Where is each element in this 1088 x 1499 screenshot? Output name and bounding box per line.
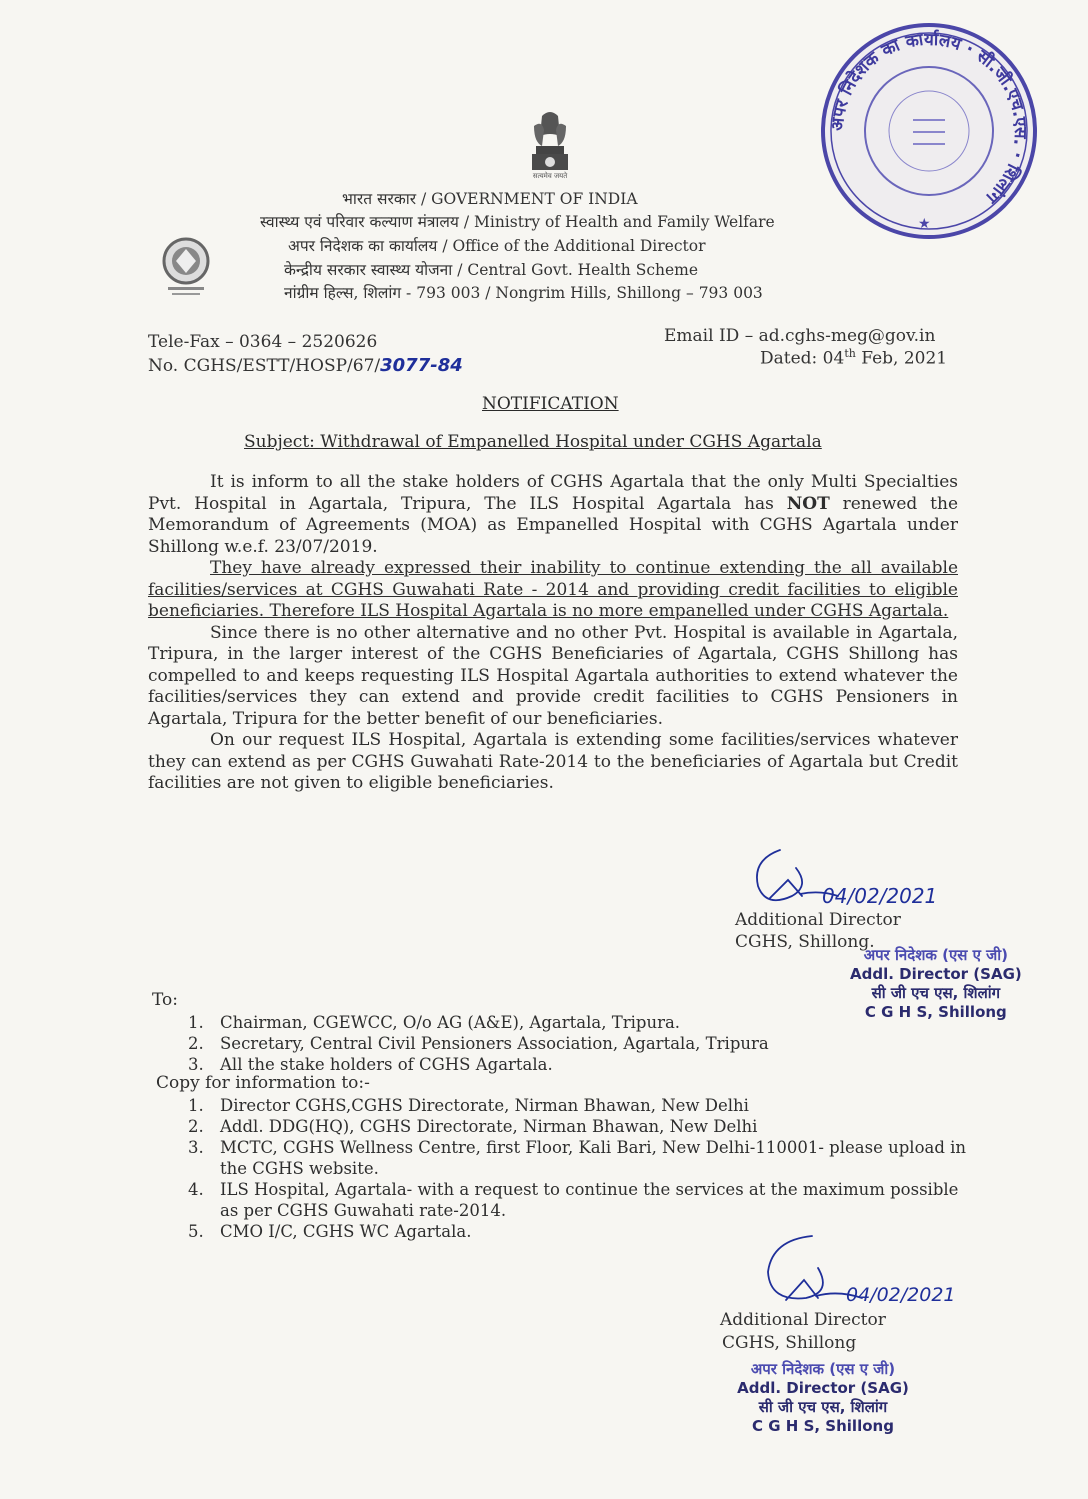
signature-1-designation: Additional Director	[735, 910, 901, 930]
paragraph-1-text-a: It is inform to all the stake holders of CGHS Agartala that the only Multi Specialties Pvt. Hospital in Agartala, Tripura, The ILS Hospital Agartala has	[148, 472, 958, 514]
signature-1-office: CGHS, Shillong.	[735, 932, 875, 952]
signature-2-designation: Additional Director	[720, 1310, 886, 1330]
copy-label: Copy for information to:-	[156, 1073, 370, 1093]
notification-title: NOTIFICATION	[482, 394, 619, 414]
cghs-logo	[158, 235, 214, 301]
copy-item-text: MCTC, CGHS Wellness Centre, first Floor, Kali Bari, New Delhi-110001- please upload in the CGHS website.	[220, 1138, 967, 1178]
copy-item-text: Director CGHS,CGHS Directorate, Nirman Bhawan, New Delhi	[220, 1096, 749, 1115]
signature-2-date: 04/02/2021	[846, 1284, 956, 1306]
header-line-ministry: स्वास्थ्य एवं परिवार कल्याण मंत्रालय / Ministry of Health and Family Welfare	[260, 213, 775, 231]
file-number-handwritten: 3077-84	[380, 355, 463, 376]
paragraph-4: On our request ILS Hospital, Agartala is extending some facilities/services whatever they can extend as per CGHS Guwahati Rate-2014 to the beneficiaries of Agartala but Credit facilities are not given to eligible beneficiaries.	[148, 730, 958, 793]
to-item-text: All the stake holders of CGHS Agartala.	[220, 1055, 553, 1074]
paragraph-1-not: NOT	[786, 493, 830, 514]
header-line-government: भारत सरकार / GOVERNMENT OF INDIA	[342, 190, 638, 208]
stamp-2-hindi-office: सी जी एच एस, शिलांग	[758, 1398, 888, 1416]
paragraph-2: They have already expressed their inability to continue extending the all available facilities/services at CGHS Guwahati Rate - 2014 and providing credit facilities to eligible beneficiaries. Therefore ILS Hospital Agartala is no more empanelled under CGHS Agartala.	[148, 558, 958, 621]
stamp-2-hindi-title: अपर निदेशक (एस ए जी)	[750, 1360, 896, 1378]
header-line-address: नांग्रीम हिल्स, शिलांग - 793 003 / Nongrim Hills, Shillong – 793 003	[284, 284, 763, 302]
office-seal	[818, 20, 1040, 242]
signature-1-date: 04/02/2021	[822, 884, 938, 908]
stamp-1-title: Addl. Director (SAG)	[850, 965, 1022, 983]
signature-2-office: CGHS, Shillong	[722, 1333, 857, 1353]
signature-2-stamp	[718, 1360, 928, 1436]
stamp-1-hindi-office: सी जी एच एस, शिलांग	[871, 984, 1001, 1002]
copy-list	[188, 1095, 968, 1242]
stamp-2-title: Addl. Director (SAG)	[737, 1379, 909, 1397]
subject-line: Subject: Withdrawal of Empanelled Hospital under CGHS Agartala	[244, 432, 822, 452]
copy-item: 4. ILS Hospital, Agartala- with a request to continue the services at the maximum possible as per CGHS Guwahati rate-2014.	[188, 1180, 959, 1220]
to-label: To:	[152, 990, 178, 1010]
to-list	[188, 1012, 808, 1075]
copy-item: 2. Addl. DDG(HQ), CGHS Directorate, Nirman Bhawan, New Delhi	[188, 1117, 758, 1136]
copy-item-text: ILS Hospital, Agartala- with a request to continue the services at the maximum possible as per CGHS Guwahati rate-2014.	[220, 1180, 959, 1220]
copy-item-text: CMO I/C, CGHS WC Agartala.	[220, 1222, 472, 1241]
to-item-text: Secretary, Central Civil Pensioners Association, Agartala, Tripura	[220, 1034, 769, 1053]
stamp-1-office: C G H S, Shillong	[864, 1003, 1007, 1021]
to-item: 2. Secretary, Central Civil Pensioners Association, Agartala, Tripura	[188, 1034, 769, 1053]
dated	[760, 347, 947, 369]
telefax: Tele-Fax – 0364 – 2520626	[148, 332, 378, 352]
stamp-1-hindi-title: अपर निदेशक (एस ए जी)	[863, 946, 1009, 964]
header-line-office: अपर निदेशक का कार्यालय / Office of the Additional Director	[288, 237, 706, 255]
svg-text:★: ★	[918, 216, 931, 232]
emblem-motto: सत्यमेव जयते	[532, 172, 568, 180]
copy-item: 5. CMO I/C, CGHS WC Agartala.	[188, 1222, 472, 1241]
dated-suffix: Feb, 2021	[855, 348, 948, 369]
file-number-prefix: No. CGHS/ESTT/HOSP/67/	[148, 356, 381, 376]
signature-1-stamp	[850, 946, 1022, 1022]
notification-body	[148, 472, 958, 795]
copy-item: 1. Director CGHS,CGHS Directorate, Nirman Bhawan, New Delhi	[188, 1096, 749, 1115]
copy-item: 3. MCTC, CGHS Wellness Centre, first Floor, Kali Bari, New Delhi-110001- please upload in the CGHS website.	[188, 1138, 967, 1178]
header-line-cghs: केन्द्रीय सरकार स्वास्थ्य योजना / Central Govt. Health Scheme	[284, 261, 699, 279]
paragraph-1-text-b: renewed the Memorandum of Agreements (MOA) as Empanelled Hospital with CGHS Agartala under Shillong w.e.f. 23/07/2019.	[148, 493, 959, 557]
to-item: 1. Chairman, CGEWCC, O/o AG (A&E), Agartala, Tripura.	[188, 1013, 681, 1032]
email-id: Email ID – ad.cghs-meg@gov.in	[664, 326, 936, 346]
seal-ring-text: अपर निदेशक का कार्यालय · सी.जी.एच.एस. · शिलांग	[827, 29, 1031, 207]
copy-item-text: Addl. DDG(HQ), CGHS Directorate, Nirman Bhawan, New Delhi	[220, 1117, 758, 1136]
dated-sup: th	[844, 347, 856, 360]
paragraph-3: Since there is no other alternative and no other Pvt. Hospital is available in Agartala, Tripura, in the larger interest of the CGHS Beneficiaries of Agartala, CGHS Shillong has compelled to and keeps requesting ILS Hospital Agartala authorities to extend whatever the facilities/services they can extend and provide credit facilities to CGHS Pensioners in Agartala, Tripura for the better benefit of our beneficiaries.	[148, 622, 958, 729]
to-item: 3. All the stake holders of CGHS Agartala.	[188, 1055, 553, 1074]
paragraph-1	[148, 472, 958, 558]
file-number	[148, 355, 463, 376]
to-item-text: Chairman, CGEWCC, O/o AG (A&E), Agartala, Tripura.	[220, 1013, 681, 1032]
dated-prefix: Dated: 04	[760, 348, 845, 369]
stamp-2-office: C G H S, Shillong	[752, 1417, 894, 1435]
national-emblem	[520, 106, 580, 186]
